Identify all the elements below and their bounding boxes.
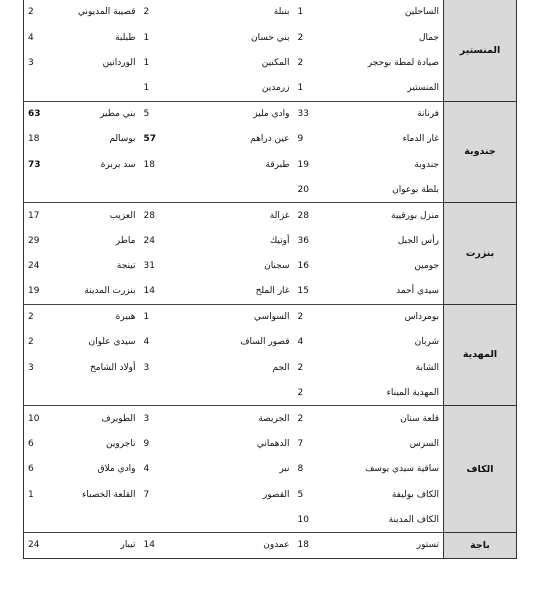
count-cell: 5 <box>143 109 150 119</box>
table-row <box>24 304 517 329</box>
delegation-cell <box>46 380 140 405</box>
count-cell: 18 <box>294 533 318 558</box>
delegation-cell: زرمدين <box>168 76 294 101</box>
delegation-cell: بوسالم <box>109 134 136 145</box>
count-cell <box>140 507 168 532</box>
governorate-label: المنستير <box>444 0 517 101</box>
count-cell: 33 <box>297 109 309 119</box>
count-cell: 1 <box>294 76 318 101</box>
count-cell: 7 <box>143 489 150 500</box>
table-row <box>24 126 517 151</box>
count-cell: 4 <box>24 25 46 50</box>
count-cell: 10 <box>294 507 318 532</box>
count-cell: 1 <box>140 76 168 101</box>
table-row <box>24 25 517 50</box>
delegation-cell <box>46 177 140 202</box>
count-cell: 16 <box>297 261 309 272</box>
delegations-table <box>23 0 517 559</box>
delegation-cell: فرنانة <box>417 109 439 119</box>
delegation-cell <box>168 507 294 532</box>
governorate-label: باجة <box>444 533 517 558</box>
count-cell: 4 <box>143 464 150 475</box>
count-cell: 2 <box>297 312 304 323</box>
delegation-cell: غار الدماء <box>402 134 439 145</box>
count-cell: 57 <box>143 134 157 145</box>
count-cell: 24 <box>143 235 155 246</box>
table-row <box>24 533 517 558</box>
delegation-cell: طبلبة <box>115 32 136 43</box>
governorate-label: الكاف <box>444 406 517 533</box>
delegation-cell: بومرداس <box>404 312 439 323</box>
count-cell: 20 <box>294 177 318 202</box>
count-cell <box>24 177 46 202</box>
count-cell: 3 <box>24 355 46 380</box>
table-row <box>24 406 517 431</box>
table-row <box>24 507 517 532</box>
governorate-label: جندوبة <box>444 101 517 203</box>
delegation-cell: الكاف المدينة <box>318 507 444 532</box>
count-cell: 6 <box>24 457 46 482</box>
delegation-cell: المكنين <box>261 57 290 68</box>
delegation-cell: قصور الساف <box>240 337 290 348</box>
count-cell: 2 <box>297 362 304 373</box>
count-cell: 3 <box>143 362 150 373</box>
delegation-cell: رأس الجبل <box>397 235 439 246</box>
count-cell: 18 <box>24 126 46 151</box>
delegation-cell: سيدي علوان <box>88 337 136 348</box>
count-cell: 5 <box>297 489 304 500</box>
table-row <box>24 355 517 380</box>
count-cell: 24 <box>24 533 46 558</box>
delegation-cell: قلعة سنان <box>400 413 439 424</box>
count-cell: 1 <box>24 482 46 507</box>
count-cell: 2 <box>297 413 304 424</box>
delegation-cell: شربان <box>414 337 439 348</box>
delegation-cell: جومين <box>414 261 439 272</box>
delegation-cell <box>168 177 294 202</box>
table-row <box>24 152 517 177</box>
delegation-cell: وادي ملاق <box>97 464 136 475</box>
table-row <box>24 228 517 253</box>
count-cell: 2 <box>24 330 46 355</box>
delegation-cell: الساحلين <box>404 7 439 18</box>
governorate-label: المهدية <box>444 304 517 406</box>
count-cell: 14 <box>140 533 168 558</box>
count-cell: 36 <box>297 235 309 246</box>
count-cell: 1 <box>143 57 150 68</box>
delegation-cell: تاجروين <box>106 438 136 449</box>
table-row <box>24 253 517 278</box>
count-cell <box>24 507 46 532</box>
count-cell <box>24 76 46 101</box>
delegation-cell: نبر <box>279 464 290 475</box>
delegation-cell: عمدون <box>168 533 294 558</box>
count-cell: 3 <box>143 413 150 424</box>
delegation-cell: ماطر <box>115 235 136 246</box>
delegation-cell: السرس <box>409 438 439 449</box>
delegation-cell: جمال <box>418 32 439 43</box>
count-cell: 1 <box>143 312 150 323</box>
delegation-cell: القصور <box>262 489 290 500</box>
count-cell: 17 <box>24 203 46 228</box>
count-cell: 3 <box>24 50 46 75</box>
delegation-cell: بني مطير <box>100 109 136 119</box>
count-cell: 15 <box>294 279 318 304</box>
table-row <box>24 101 517 126</box>
count-cell: 24 <box>24 253 46 278</box>
count-cell: 2 <box>294 380 318 405</box>
delegation-cell: العزيب <box>109 210 136 221</box>
count-cell: 63 <box>24 101 46 126</box>
delegation-cell: تيبار <box>46 533 140 558</box>
count-cell: 10 <box>24 406 46 431</box>
delegation-cell: تينجة <box>116 261 136 272</box>
delegation-cell: الجم <box>272 362 290 373</box>
delegation-cell <box>46 507 140 532</box>
delegation-cell: ساقية سيدي يوسف <box>365 464 439 475</box>
table-row <box>24 50 517 75</box>
data-table-container <box>23 0 516 559</box>
delegation-cell: القلعة الخصباء <box>82 489 136 500</box>
delegation-cell: الجريصة <box>258 413 290 424</box>
delegation-cell: وادي مليز <box>253 109 290 119</box>
table-row <box>24 177 517 202</box>
count-cell: 4 <box>143 337 150 348</box>
delegation-cell: الدهماني <box>256 438 290 449</box>
count-cell: 19 <box>24 279 46 304</box>
delegation-cell: بنزرت المدينة <box>46 279 140 304</box>
delegation-cell: عين دراهم <box>250 134 290 145</box>
delegation-cell: هبيرة <box>115 312 136 323</box>
delegation-cell: تستور <box>318 533 444 558</box>
count-cell: 2 <box>24 304 46 329</box>
count-cell: 1 <box>297 7 304 18</box>
count-cell: 2 <box>24 0 46 25</box>
count-cell: 7 <box>297 438 304 449</box>
count-cell: 31 <box>143 261 155 272</box>
delegation-cell: أولاد الشامخ <box>90 362 136 373</box>
delegation-cell: المهدية الميناء <box>318 380 444 405</box>
table-row <box>24 457 517 482</box>
delegation-cell: الطويرف <box>101 413 136 424</box>
delegation-cell: أوتيك <box>269 235 290 246</box>
table-row <box>24 330 517 355</box>
table-row <box>24 482 517 507</box>
count-cell: 18 <box>143 159 155 170</box>
delegation-cell: منزل بورقيبة <box>391 210 439 221</box>
delegation-cell: طبرقة <box>265 159 290 170</box>
table-row <box>24 431 517 456</box>
delegation-cell: بني حسان <box>250 32 290 43</box>
count-cell: 28 <box>297 210 309 221</box>
count-cell: 6 <box>24 431 46 456</box>
delegation-cell: سيدي أحمد <box>318 279 444 304</box>
count-cell: 2 <box>297 32 304 43</box>
count-cell: 19 <box>297 159 309 170</box>
count-cell: 2 <box>143 7 150 18</box>
delegation-cell: سد بربرة <box>100 159 136 170</box>
governorate-label: بنزرت <box>444 203 517 305</box>
table-row <box>24 203 517 228</box>
count-cell: 29 <box>24 228 46 253</box>
count-cell: 4 <box>297 337 304 348</box>
table-row <box>24 76 517 101</box>
delegation-cell: السواسي <box>254 312 290 323</box>
table-row <box>24 279 517 304</box>
count-cell: 9 <box>143 438 150 449</box>
delegation-cell <box>46 76 140 101</box>
table-row <box>24 380 517 405</box>
delegation-cell: بنبلة <box>273 7 290 18</box>
count-cell <box>140 380 168 405</box>
delegation-cell: سجنان <box>264 261 290 272</box>
delegation-cell: بلطة بوعوان <box>318 177 444 202</box>
delegation-cell: الكاف بوليفة <box>391 489 439 500</box>
delegation-cell: غزالة <box>269 210 290 221</box>
delegation-cell: الوردانين <box>102 57 136 68</box>
delegation-cell: المنستير <box>318 76 444 101</box>
count-cell: 28 <box>143 210 155 221</box>
delegation-cell: جندوبة <box>414 159 439 170</box>
count-cell <box>24 380 46 405</box>
table-row <box>24 0 517 25</box>
count-cell <box>140 177 168 202</box>
delegation-cell: الشابة <box>415 362 439 373</box>
count-cell: 2 <box>297 57 304 68</box>
delegation-cell: قصيبة المديوني <box>77 7 136 18</box>
count-cell: 8 <box>297 464 304 475</box>
delegation-cell: صيادة لمطة بوحجر <box>367 57 439 68</box>
count-cell: 14 <box>140 279 168 304</box>
count-cell: 1 <box>143 32 150 43</box>
count-cell: 73 <box>24 152 46 177</box>
delegation-cell <box>168 380 294 405</box>
count-cell: 9 <box>297 134 304 145</box>
delegation-cell: غار الملح <box>168 279 294 304</box>
